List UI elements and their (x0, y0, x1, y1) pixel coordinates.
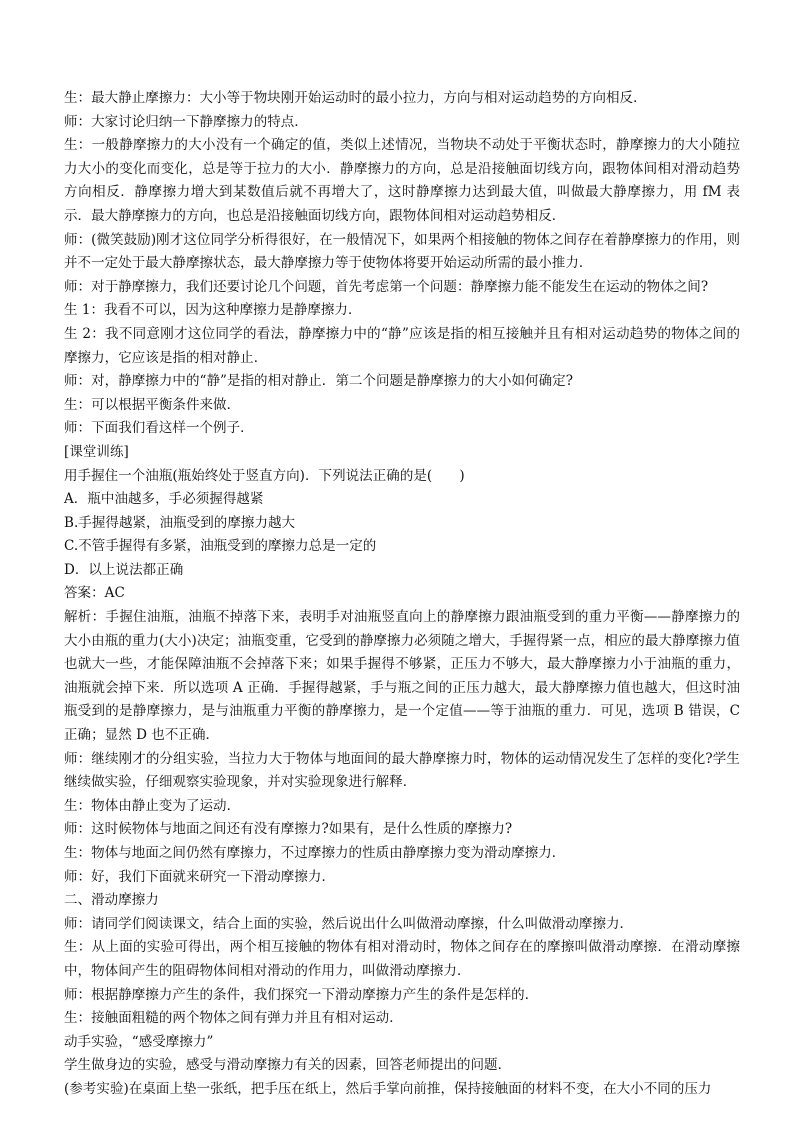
option-d: D．以上说法都正确 (64, 561, 184, 578)
paragraph-29: 动手实验，“感受摩擦力” (64, 1033, 214, 1050)
paragraph-22: 生：物体与地面之间仍然有摩擦力，不过摩擦力的性质由静摩擦力变为滑动摩擦力． (64, 845, 566, 861)
paragraph-8: 师：对，静摩擦力中的“静”是指的相对静止．第二个问题是静摩擦力的大小如何确定? (64, 373, 573, 390)
paragraph-9: 生：可以根据平衡条件来做． (64, 396, 241, 413)
paragraph-30: 学生做身边的实验，感受与滑动摩擦力有关的因素，回答老师提出的问题． (64, 1057, 512, 1074)
paragraph-3: 生：一般静摩擦力的大小没有一个确定的值，类似上述情况，当物块不动处于平衡状态时，静摩擦力的大小随拉力大小的变化而变化，总是等于拉力的大小．静摩擦力的方向，总是沿接触面切线方向，跟物体间相对滑动趋势方向相反．静摩擦力增大到某数值后就不再增大了，这时静摩擦力达到最大值，叫做最大静摩擦力，用 fM 表示．最大静摩擦力的方向，也总是沿接触面切线方向，跟物体间相对运动趋势相反． (64, 137, 740, 224)
question-stem: 用手握住一个油瓶(瓶始终处于竖直方向)．下列说法正确的是( ) (64, 467, 465, 484)
paragraph-28: 生：接触面粗糙的两个物体之间有弹力并且有相对运动． (64, 1010, 403, 1027)
paragraph-19: 师：继续刚才的分组实验，当拉力大于物体与地面间的最大静摩擦力时，物体的运动情况发生了怎样的变化?学生继续做实验，仔细观察实验现象，并对实验现象进行解释． (64, 750, 740, 791)
paragraph-20: 生：物体由静止变为了运动． (64, 797, 241, 814)
document-page (64, 87, 740, 1102)
option-a: A．瓶中油越多，手必须握得越紧 (64, 491, 264, 508)
explanation: 解析：手握住油瓶，油瓶不掉落下来，表明手对油瓶竖直向上的静摩擦力跟油瓶受到的重力平衡——静摩擦力的大小由瓶的重力(大小)决定；油瓶变重，它受到的静摩擦力必须随之增大，手握得紧一点，相应的最大静摩擦力值也就大一些，才能保障油瓶不会掉落下来；如果手握得不够紧，正压力不够大，最大静摩擦力小于油瓶的重力，油瓶就会掉下来．所以选项 A 正确．手握得越紧，手与瓶之间的正压力越大，最大静摩擦力值也越大，但这时油瓶受到的是静摩擦力，是与油瓶重力平衡的静摩擦力，是一个定值——等于油瓶的重力．可见，选项 B 错误，C 正确；显然 D 也不正确． (64, 609, 740, 744)
paragraph-6: 生 1：我看不可以，因为这种摩擦力是静摩擦力． (64, 302, 362, 319)
paragraph-10: 师：下面我们看这样一个例子． (64, 420, 254, 437)
paragraph-21: 师：这时候物体与地面之间还有没有摩擦力?如果有，是什么性质的摩擦力? (64, 821, 513, 838)
option-c: C.不管手握得有多紧，油瓶受到的摩擦力总是一定的 (64, 538, 377, 555)
section-heading-sliding-friction: 二、滑动摩擦力 (64, 892, 159, 909)
paragraph-1: 生：最大静止摩擦力：大小等于物块刚开始运动时的最小拉力，方向与相对运动趋势的方向相反． (64, 90, 647, 106)
paragraph-4: 师：(微笑鼓励)刚才这位同学分析得很好，在一般情况下，如果两个相接触的物体之间存在着静摩擦力的作用，则并不一定处于最大静摩擦状态，最大静摩擦力等于使物体将要开始运动所需的最小推力． (64, 231, 740, 272)
option-b: B.手握得越紧，油瓶受到的摩擦力越大 (64, 514, 296, 531)
paragraph-23: 师：好，我们下面就来研究一下滑动摩擦力． (64, 868, 335, 885)
paragraph-25: 师：请同学们阅读课文，结合上面的实验，然后说出什么叫做滑动摩擦，什么叫做滑动摩擦力． (64, 915, 634, 932)
paragraph-26: 生：从上面的实验可得出，两个相互接触的物体有相对滑动时，物体之间存在的摩擦叫做滑动摩擦．在滑动摩擦中，物体间产生的阻碍物体间相对滑动的作用力，叫做滑动摩擦力． (64, 939, 740, 979)
paragraph-2: 师：大家讨论归纳一下静摩擦力的特点． (64, 113, 308, 130)
paragraph-5: 师：对于静摩擦力，我们还要讨论几个问题，首先考虑第一个问题：静摩擦力能不能发生在运动的物体之间? (64, 278, 709, 295)
paragraph-7: 生 2：我不同意刚才这位同学的看法，静摩擦力中的“静”应该是指的相互接触并且有相对运动趋势的物体之间的摩擦力，它应该是指的相对静止． (64, 325, 740, 366)
answer: 答案：AC (64, 585, 125, 602)
paragraph-31: (参考实验)在桌面上垫一张纸，把手压在纸上，然后手掌向前推，保持接触面的材料不变，在大小不同的压力 (64, 1080, 712, 1097)
section-label-classroom-training: [课堂训练] (64, 443, 129, 460)
paragraph-27: 师：根据静摩擦力产生的条件，我们探究一下滑动摩擦力产生的条件是怎样的． (64, 986, 539, 1003)
